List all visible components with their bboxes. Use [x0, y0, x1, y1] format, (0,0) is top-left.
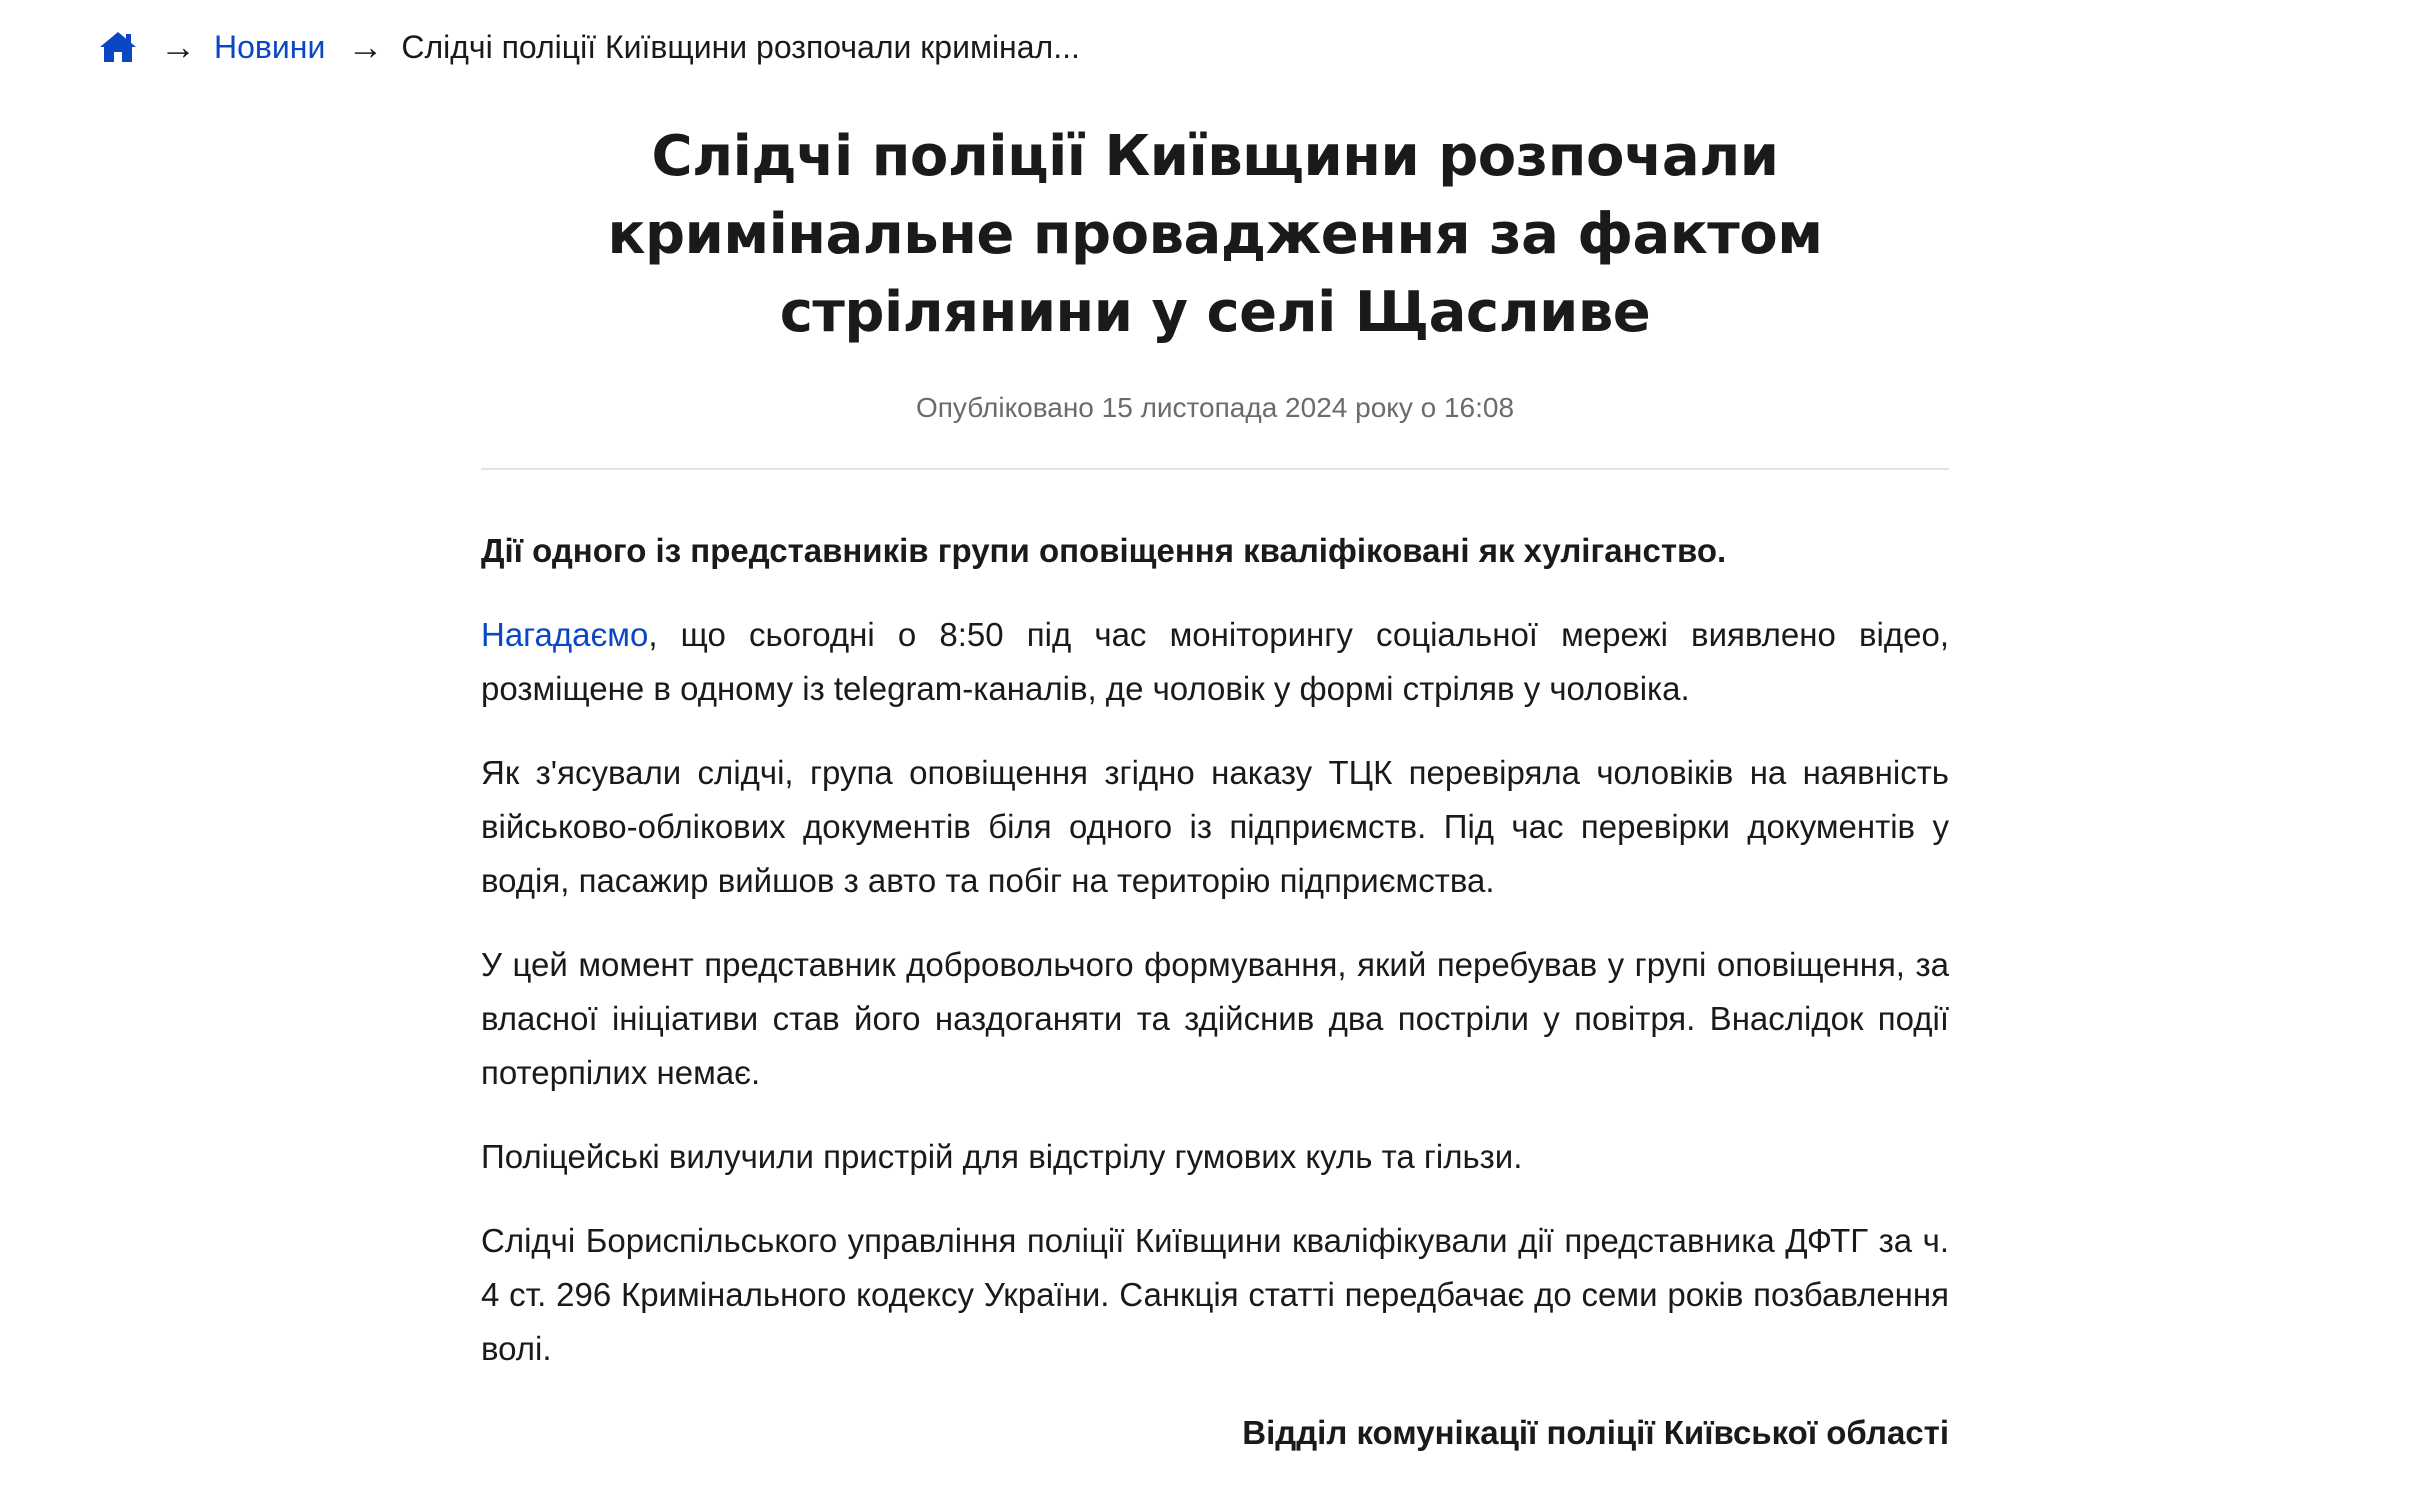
- breadcrumb: [98, 22, 1080, 72]
- page-title: Слідчі поліції Київщини розпочали кримінальне провадження за фактом стрілянини у селі Щасливе: [607, 124, 1823, 345]
- article: [481, 118, 1949, 1490]
- breadcrumb-separator: →: [160, 26, 196, 67]
- article-paragraph: Як з'ясували слідчі, група оповіщення згідно наказу ТЦК перевіряла чоловіків на наявність військово-облікових документів біля одного із підприємств. Під час перевірки документів у водія, пасажир вийшов з авто та побіг на територію підприємства.: [481, 754, 1949, 899]
- article-signature: Відділ комунікації поліції Київської області: [1242, 1414, 1949, 1451]
- breadcrumb-home-link[interactable]: [98, 30, 138, 64]
- article-paragraph: Поліцейські вилучили пристрій для відстрілу гумових куль та гільзи.: [481, 1138, 1523, 1175]
- home-icon: [98, 30, 138, 64]
- article-paragraph: Слідчі Бориспільського управління поліції Київщини кваліфікували дії представника ДФТГ за ч. 4 ст. 296 Кримінального кодексу України. Санкція статті передбачає до семи років позбавлення волі.: [481, 1222, 1949, 1367]
- breadcrumb-separator: →: [347, 26, 384, 67]
- divider: [481, 468, 1949, 470]
- reminder-link[interactable]: Нагадаємо: [481, 616, 649, 653]
- article-paragraph: [481, 608, 1949, 716]
- article-body: [481, 524, 1949, 1460]
- publish-date: Опубліковано 15 листопада 2024 року о 16:08: [915, 392, 1515, 423]
- breadcrumb-news-link[interactable]: Новини: [214, 28, 326, 65]
- breadcrumb-current: Слідчі поліції Київщини розпочали кримінал...: [401, 28, 1080, 65]
- article-paragraph: У цей момент представник добровольчого формування, який перебував у групі оповіщення, за власної ініціативи став його наздоганяти та здійснив два постріли у повітря. Внаслідок події потерпілих немає.: [481, 946, 1949, 1091]
- paragraph-text: , що сьогодні о 8:50 під час моніторингу соціальної мережі виявлено відео, розміщене в одному із telegram-каналів, де чоловік у формі стріляв у чоловіка.: [481, 616, 1949, 707]
- article-lead: Дії одного із представників групи оповіщення кваліфіковані як хуліганство.: [481, 532, 1727, 569]
